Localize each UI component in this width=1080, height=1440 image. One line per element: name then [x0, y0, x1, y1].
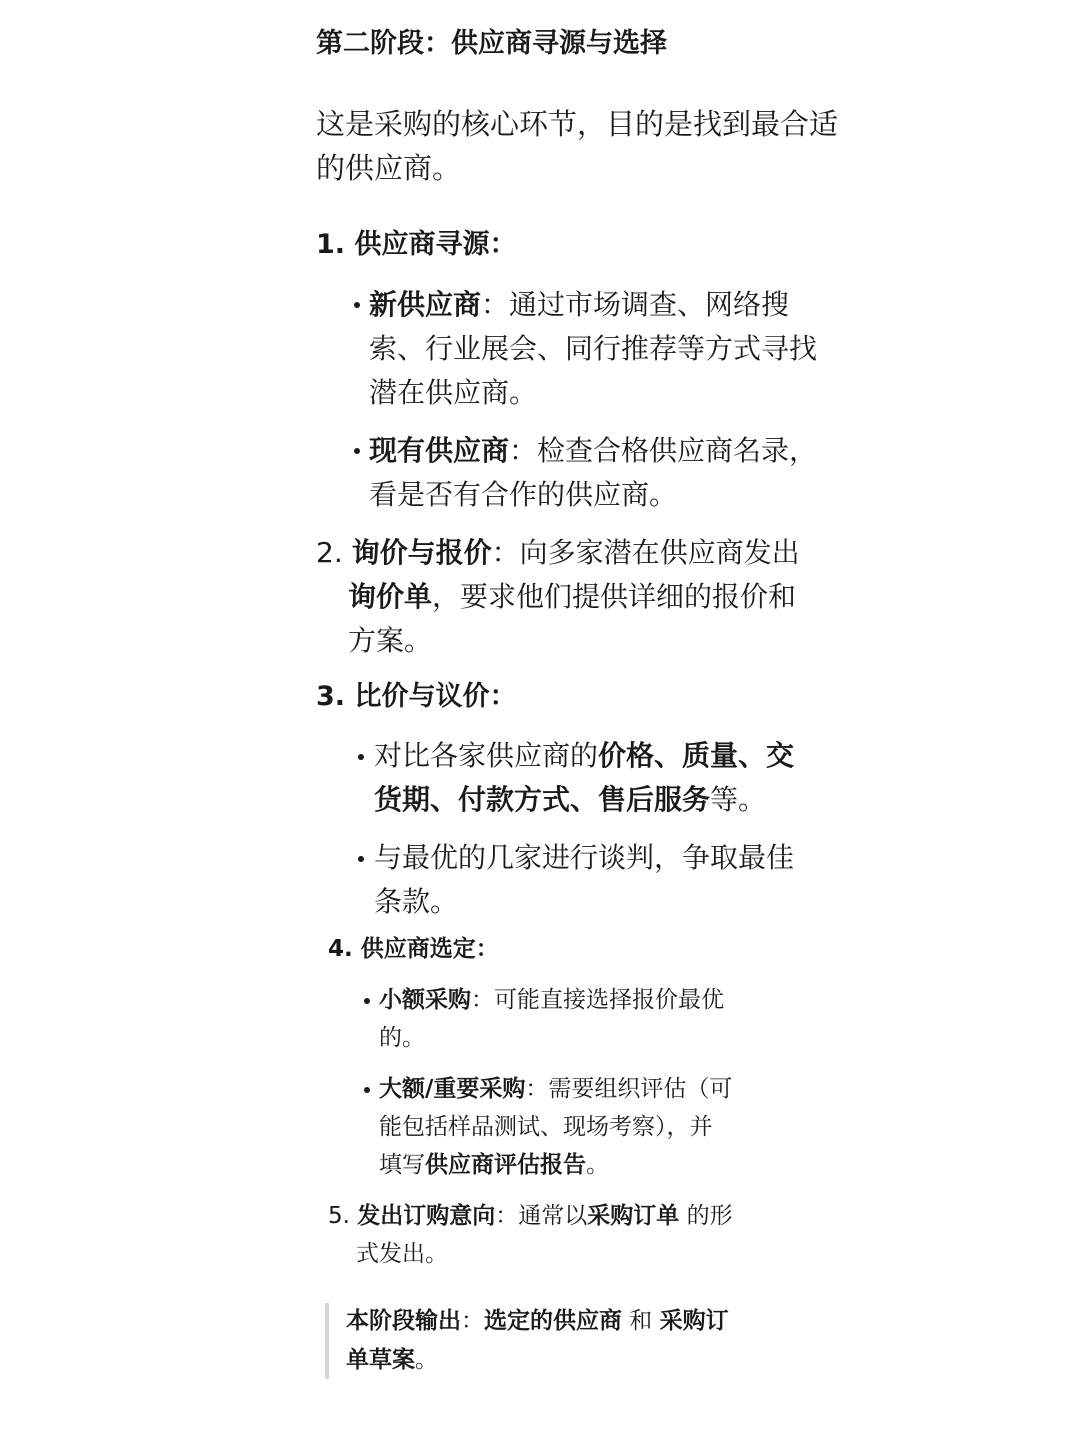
list-item-2-line-2 — [348, 577, 796, 617]
compare-terms: 价格、质量、交 — [598, 739, 795, 772]
small-purchase-line-1 — [379, 983, 724, 1017]
compare-end: 等。 — [710, 783, 767, 816]
evaluation-report-term: 供应商评估报告 — [425, 1152, 586, 1178]
list-item-5-line-1 — [328, 1199, 733, 1233]
inquiry-quote-label: 询价与报价 — [351, 536, 492, 569]
inquiry-quote-text: ：向多家潜在供应商发出 — [491, 536, 800, 569]
new-supplier-text: ：通过市场调查、网络搜 — [481, 288, 790, 321]
purchase-order-term: 采购订单 — [587, 1203, 680, 1229]
intro-line-1: 这是采购的核心环节，目的是找到最合适 — [316, 107, 839, 141]
compare-text: 对比各家供应商的 — [374, 739, 599, 772]
bullet-dot — [354, 448, 360, 454]
large-purchase-text: ：需要组织评估（可 — [525, 1076, 733, 1102]
purchase-order-draft-term: 采购订 — [659, 1308, 729, 1334]
list-item-1-title: 1. 供应商寻源： — [316, 229, 517, 260]
new-supplier-line-1 — [369, 285, 789, 325]
list-item-3-title: 3. 比价与议价： — [316, 681, 517, 712]
stage-output-sep: ： — [461, 1308, 484, 1334]
new-supplier-label: 新供应商 — [369, 288, 482, 321]
existing-supplier-line-1 — [369, 431, 817, 471]
bullet-dot — [364, 1087, 370, 1093]
stage-output-and: 和 — [622, 1308, 660, 1334]
order-intent-end: 的形 — [679, 1203, 733, 1229]
compare-terms-cont: 货期、付款方式、售后服务 — [374, 783, 711, 816]
intro-line-2: 的供应商。 — [316, 151, 462, 185]
order-intent-label: 发出订购意向 — [357, 1203, 496, 1229]
existing-supplier-line-2: 看是否有合作的供应商。 — [369, 478, 678, 511]
bullet-dot — [358, 856, 364, 862]
order-intent-text: ：通常以 — [495, 1203, 588, 1229]
large-purchase-label: 大额/重要采购 — [379, 1076, 526, 1102]
small-purchase-text: ：可能直接选择报价最优 — [471, 987, 724, 1013]
stage-output-line-2 — [346, 1343, 438, 1377]
stage-output-end: 。 — [415, 1347, 438, 1373]
list-item-2-number: 2. — [316, 536, 352, 569]
negotiate-line-2: 条款。 — [374, 885, 459, 918]
list-item-2-line-1 — [316, 533, 800, 573]
large-purchase-line-1 — [379, 1072, 732, 1106]
large-purchase-line-2: 能包括样品测试、现场考察），并 — [379, 1114, 713, 1140]
list-item-5-line-2: 式发出。 — [356, 1241, 448, 1267]
page-title: 第二阶段：供应商寻源与选择 — [316, 28, 667, 59]
purchase-order-draft-term-cont: 单草案 — [346, 1347, 415, 1373]
blockquote-bar — [325, 1303, 329, 1379]
negotiate-line-1: 与最优的几家进行谈判，争取最佳 — [374, 841, 795, 874]
small-purchase-line-2: 的。 — [379, 1025, 425, 1051]
large-purchase-line-3 — [379, 1148, 609, 1182]
new-supplier-line-3: 潜在供应商。 — [369, 376, 538, 409]
small-purchase-label: 小额采购 — [379, 987, 471, 1013]
inquiry-sheet-term: 询价单 — [348, 580, 433, 613]
bullet-dot — [354, 302, 360, 308]
compare-line-2 — [374, 780, 766, 820]
existing-supplier-label: 现有供应商 — [369, 434, 510, 467]
stage-output-label: 本阶段输出 — [346, 1308, 461, 1334]
list-item-4-title: 4. 供应商选定： — [328, 936, 499, 962]
stage-output-line-1 — [346, 1304, 729, 1338]
inquiry-sheet-text: ，要求他们提供详细的报价和 — [432, 580, 797, 613]
list-item-2-line-3: 方案。 — [348, 624, 433, 657]
new-supplier-line-2: 索、行业展会、同行推荐等方式寻找 — [369, 332, 818, 365]
existing-supplier-text: ：检查合格供应商名录， — [509, 434, 818, 467]
list-item-5-number: 5. — [328, 1203, 358, 1229]
fill-end: 。 — [586, 1152, 609, 1178]
bullet-dot — [358, 754, 364, 760]
selected-supplier-term: 选定的供应商 — [484, 1308, 622, 1334]
compare-line-1 — [374, 736, 794, 776]
fill-text: 填写 — [379, 1152, 425, 1178]
bullet-dot — [364, 998, 370, 1004]
